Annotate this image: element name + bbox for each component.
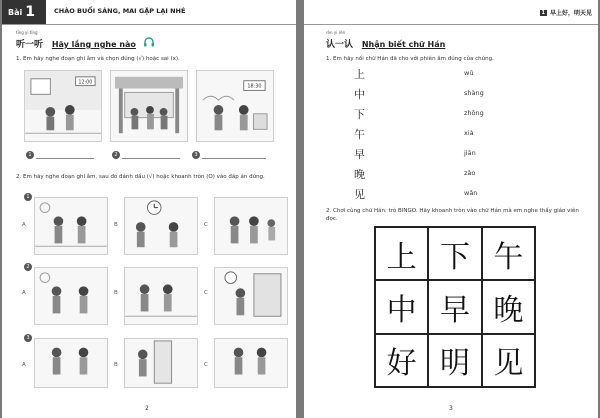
q2-number-3: 3 xyxy=(24,334,32,342)
q1-number-1: 1 xyxy=(26,151,34,159)
vocab-row[interactable] xyxy=(354,186,554,202)
scene-clock-1: 12:00 xyxy=(78,79,93,86)
q2-row2-scene-a xyxy=(34,267,108,325)
section1-title-vi: Hãy lắng nghe nào xyxy=(51,40,136,49)
q2-row3-option-c[interactable]: C xyxy=(204,362,208,368)
q2-row1-option-b[interactable]: B xyxy=(114,222,118,228)
right-question-2-text: 2. Chơi cùng chữ Hán: trò BINGO. Hãy khoanh tròn vào chữ Hán mà em nghe thấy giáo viên đọc. xyxy=(326,208,579,222)
bingo-cell[interactable]: 明 xyxy=(428,334,481,387)
vocab-pinyin[interactable]: zhōng xyxy=(464,109,484,117)
vocab-pinyin[interactable]: jiān xyxy=(464,149,476,157)
q2-row1-scene-c xyxy=(214,197,288,255)
bingo-cell[interactable]: 好 xyxy=(375,334,428,387)
section2-heading xyxy=(326,37,445,50)
vocab-char[interactable]: 下 xyxy=(354,108,365,121)
vocab-char[interactable]: 晚 xyxy=(354,168,365,181)
q2-number-2: 2 xyxy=(24,263,32,271)
q2-row1-scene-b xyxy=(124,197,198,255)
bingo-cell[interactable]: 中 xyxy=(375,280,428,333)
lesson-title: CHÀO BUỔI SÁNG, MAI GẶP LẠI NHÉ xyxy=(54,7,186,15)
q1-scene-2 xyxy=(110,70,188,142)
bingo-grid xyxy=(374,226,536,388)
q1-answer-line-3[interactable] xyxy=(202,158,266,159)
section1-heading xyxy=(16,37,155,50)
left-page xyxy=(2,0,296,418)
q2-row3-option-a[interactable]: A xyxy=(22,362,26,368)
vocab-char[interactable]: 早 xyxy=(354,148,365,161)
vocab-row[interactable] xyxy=(354,66,554,82)
q1-answer-line-1[interactable] xyxy=(36,158,94,159)
lesson-number: 1 xyxy=(25,4,35,20)
q2-row1-scene-a xyxy=(34,197,108,255)
vocab-char[interactable]: 见 xyxy=(354,188,365,201)
q1-number-3: 3 xyxy=(192,151,200,159)
vocab-pinyin[interactable]: wǎn xyxy=(464,189,478,197)
q2-row2-option-c[interactable]: C xyxy=(204,290,208,296)
lesson-label: Bài xyxy=(8,7,23,17)
vocab-row[interactable] xyxy=(354,126,554,142)
q2-row2-scene-c xyxy=(214,267,288,325)
vocab-char[interactable]: 中 xyxy=(354,88,365,101)
vocab-pinyin[interactable]: zǎo xyxy=(464,169,476,177)
bingo-cell[interactable]: 上 xyxy=(375,227,428,280)
vocab-pinyin[interactable]: wǔ xyxy=(464,69,474,77)
q1-scene-3 xyxy=(196,70,274,142)
q2-number-1: 1 xyxy=(24,193,32,201)
lesson-badge xyxy=(2,0,46,24)
section2-title-vi: Nhận biết chữ Hán xyxy=(361,40,446,49)
q2-row3-scene-c xyxy=(214,338,288,388)
bingo-cell[interactable]: 见 xyxy=(482,334,535,387)
q2-row2-option-b[interactable]: B xyxy=(114,290,118,296)
q2-row2-option-a[interactable]: A xyxy=(22,290,26,296)
q2-row3-option-b[interactable]: B xyxy=(114,362,118,368)
section1-pinyin: tīng yi tīng xyxy=(16,30,38,35)
q2-row3-scene-b xyxy=(124,338,198,388)
q2-row1-option-a[interactable]: A xyxy=(22,222,26,228)
bingo-cell[interactable]: 午 xyxy=(482,227,535,280)
question-1-text: 1. Em hãy nghe đoạn ghi âm và chọn đúng (√) hoặc sai (x). xyxy=(16,56,180,62)
vocab-row[interactable] xyxy=(354,106,554,122)
vocab-pinyin[interactable]: shàng xyxy=(464,89,484,97)
right-page xyxy=(304,0,598,418)
bingo-cell[interactable]: 早 xyxy=(428,280,481,333)
q1-scene-1 xyxy=(24,70,102,142)
q2-row1-option-c[interactable]: C xyxy=(204,222,208,228)
section1-title-zh: 听一听 xyxy=(16,40,44,50)
right-header-divider xyxy=(304,24,598,25)
vocab-row[interactable] xyxy=(354,86,554,102)
scene-clock-2: 18:30 xyxy=(247,83,262,90)
vocab-row[interactable] xyxy=(354,146,554,162)
header-divider xyxy=(2,24,296,25)
q2-row2-scene-b xyxy=(124,267,198,325)
vocab-pinyin[interactable]: xià xyxy=(464,129,474,137)
bingo-cell[interactable]: 晚 xyxy=(482,280,535,333)
right-header xyxy=(304,0,598,24)
lesson-tag xyxy=(540,8,593,17)
section2-title-zh: 认一认 xyxy=(326,40,354,50)
q1-answer-line-2[interactable] xyxy=(122,158,180,159)
question-2-text: 2. Em hãy nghe đoạn ghi âm, sau đó đánh dấu (√) hoặc khoanh tròn (O) vào đáp án đúng. xyxy=(16,174,265,180)
left-header xyxy=(2,0,296,24)
headphones-icon[interactable] xyxy=(143,40,155,49)
lesson-tag-text: 早上好，明天见 xyxy=(549,10,592,17)
right-question-1-text: 1. Em hãy nối chữ Hán đã cho với phiên âm đúng của chúng. xyxy=(326,56,494,62)
bingo-cell[interactable]: 下 xyxy=(428,227,481,280)
q2-row3-scene-a xyxy=(34,338,108,388)
page-number-left: 2 xyxy=(145,405,149,412)
vocab-char[interactable]: 上 xyxy=(354,68,365,81)
page-number-right: 3 xyxy=(449,405,453,412)
q1-number-2: 2 xyxy=(112,151,120,159)
vocab-row[interactable] xyxy=(354,166,554,182)
section2-pinyin: rèn yi rèn xyxy=(326,30,346,35)
lesson-tag-number: 1 xyxy=(541,9,545,16)
vocab-char[interactable]: 午 xyxy=(354,128,365,141)
